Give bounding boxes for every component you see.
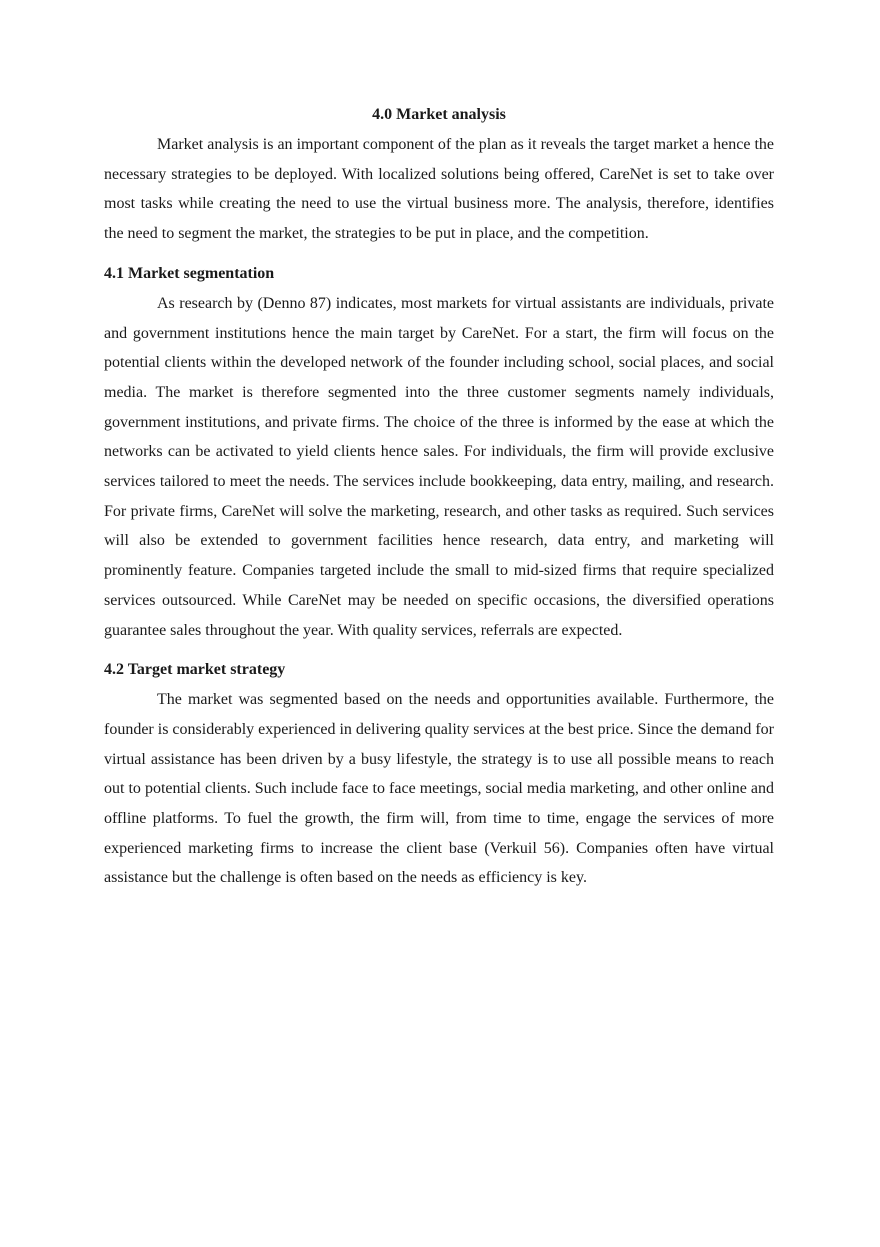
subsection-heading-market-segmentation: 4.1 Market segmentation xyxy=(104,264,275,282)
section-spacer xyxy=(104,249,774,259)
intro-paragraph: Market analysis is an important component of the plan as it reveals the target market a hence the necessary strategies to be deployed. With localized solutions being offered, CareNet is set to take over most tasks while creating the need to use the virtual business more. The analysis, therefore, identifies the need to segment the market, the strategies to be put in place, and the competition. xyxy=(104,136,774,243)
subsection-heading-target-market-strategy: 4.2 Target market strategy xyxy=(104,661,286,679)
section-title: 4.0 Market analysis xyxy=(372,106,506,123)
target-market-strategy-paragraph: The market was segmented based on the needs and opportunities available. Furthermore, the founder is considerably experienced in delivering quality services at the best price. Since the demand for virtual assistance has been driven by a busy lifestyle, the strategy is to use all possible means to reach out to potential clients. Such include face to face meetings, social media marketing, and other online and offline platforms. To fuel the growth, the firm will, from time to time, engage the services of more experienced marketing firms to increase the client base (Verkuil 56). Companies often have virtual assistance but the challenge is often based on the needs as efficiency is key. xyxy=(104,691,774,887)
market-segmentation-paragraph: As research by (Denno 87) indicates, most markets for virtual assistants are individuals, private and government institutions hence the main target by CareNet. For a start, the firm will focus on the potential clients within the developed network of the founder including school, social places, and social media. The market is therefore segmented into the three customer segments namely individuals, government institutions, and private firms. The choice of the three is informed by the ease at which the networks can be activated to yield clients hence sales. For individuals, the firm will provide exclusive services tailored to meet the needs. The services include bookkeeping, data entry, mailing, and research. For private firms, CareNet will solve the marketing, research, and other tasks as required. Such services will also be extended to government facilities hence research, data entry, and marketing will prominently feature. Companies targeted include the small to mid-sized firms that require specialized services outsourced. While CareNet may be needed on specific occasions, the diversified operations guarantee sales throughout the year. With quality services, referrals are expected. xyxy=(104,294,774,639)
section-spacer xyxy=(104,645,774,655)
document-page xyxy=(104,100,774,893)
